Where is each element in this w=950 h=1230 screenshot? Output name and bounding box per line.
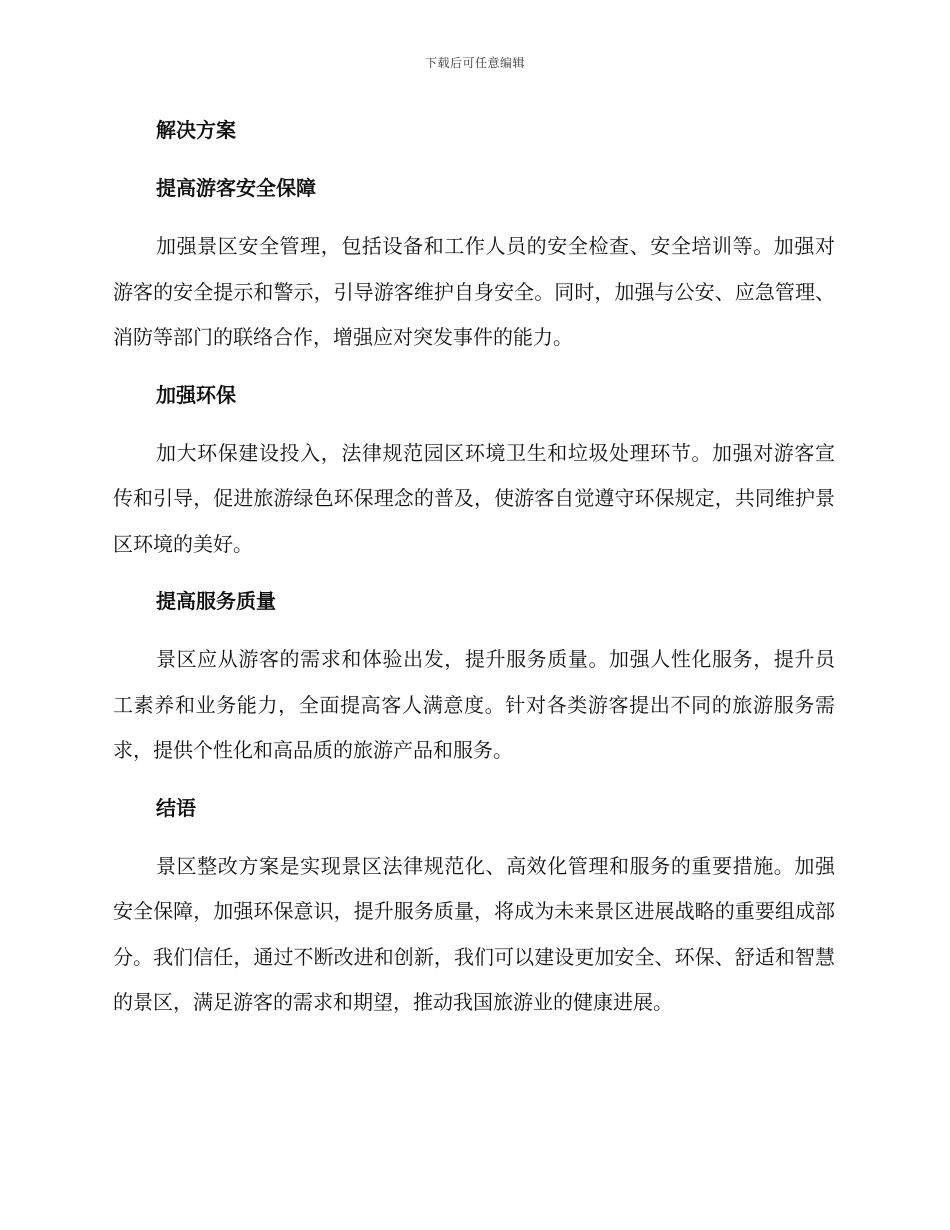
safety-heading: 提高游客安全保障 [156,176,316,200]
safety-paragraph: 加强景区安全管理，包括设备和工作人员的安全检查、安全培训等。加强对游客的安全提示和警示，引导游客维护自身安全。同时，加强与公安、应急管理、消防等部门的联络合作，增强应对突发事件的能力。 [113,234,835,349]
section-title: 解决方案 [156,118,236,142]
environment-paragraph: 加大环保建设投入，法律规范园区环境卫生和垃圾处理环节。加强对游客宣传和引导，促进旅游绿色环保理念的普及，使游客自觉遵守环保规定，共同维护景区环境的美好。 [113,440,835,556]
document-body [113,108,835,1038]
conclusion-paragraph: 景区整改方案是实现景区法律规范化、高效化管理和服务的重要措施。加强安全保障，加强环保意识，提升服务质量，将成为未来景区进展战略的重要组成部分。我们信任，通过不断改进和创新，我们可以建设更加安全、环保、舒适和智慧的景区，满足游客的需求和期望，推动我国旅游业的健康进展。 [113,853,835,1014]
conclusion-heading: 结语 [156,795,196,820]
environment-heading: 加强环保 [156,382,236,407]
page-header: 下载后可任意编辑 [424,56,525,70]
service-paragraph: 景区应从游客的需求和体验出发，提升服务质量。加强人性化服务，提升员工素养和业务能力，全面提高客人满意度。针对各类游客提出不同的旅游服务需求，提供个性化和高品质的旅游产品和服务。 [113,647,835,762]
service-heading: 提高服务质量 [156,589,276,613]
